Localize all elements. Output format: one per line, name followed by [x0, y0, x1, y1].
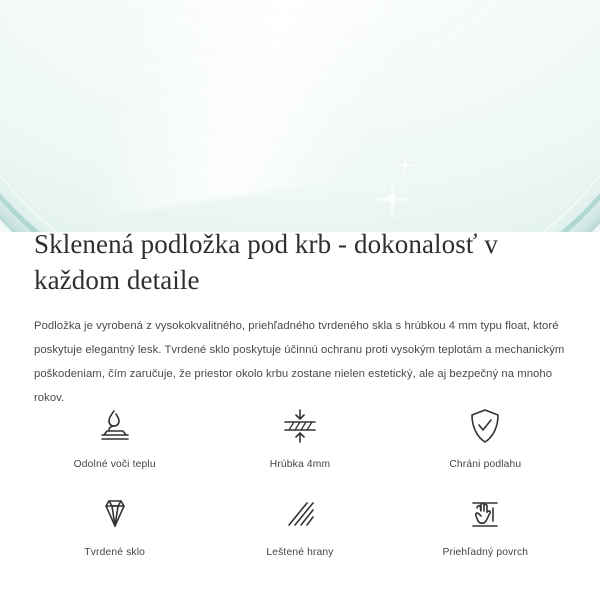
polished-edges-icon: [277, 492, 323, 536]
description-content: [0, 226, 600, 410]
feature-grid: [0, 398, 600, 574]
feature-label: Leštené hrany: [266, 547, 334, 558]
feature-item-polished-edges: [207, 486, 392, 574]
feature-label: Hrúbka 4mm: [269, 459, 331, 470]
feature-label: Priehľadný povrch: [442, 547, 529, 558]
feature-item-heat-resistant: [22, 398, 207, 486]
page-title: Sklenená podložka pod krb - dokonalosť v každom detaile: [34, 229, 498, 295]
hero-glass-image: [0, 0, 600, 232]
shield-check-icon: [462, 404, 508, 448]
feature-label: Odolné voči teplu: [73, 459, 156, 470]
description-paragraph: Podložka je vyrobená z vysokokvalitného, priehľadného tvrdeného skla s hrúbkou 4 mm typu float, ktoré poskytuje elegantný lesk. Tvrdené sklo poskytuje účinnú ochranu proti vysokým teplotám a mechanickým poškodeniam, čím zaručuje, že priestor okolo krbu zostane nielen estetický, ale aj bezpečný na mnoho rokov.: [34, 320, 565, 404]
glass-inner-reflection-line: [0, 0, 600, 232]
hands-transparent-surface-icon: [462, 492, 508, 536]
flame-heat-resistant-icon: [92, 404, 138, 448]
feature-item-floor-protection: [393, 398, 578, 486]
feature-item-thickness: [207, 398, 392, 486]
feature-item-tempered-glass: [22, 486, 207, 574]
thickness-arrows-icon: [277, 404, 323, 448]
diamond-icon: [92, 492, 138, 536]
feature-item-transparent-surface: [393, 486, 578, 574]
sparkle-small-icon: [392, 152, 418, 178]
feature-label: Chráni podlahu: [449, 459, 522, 470]
feature-label: Tvrdené sklo: [84, 547, 146, 558]
